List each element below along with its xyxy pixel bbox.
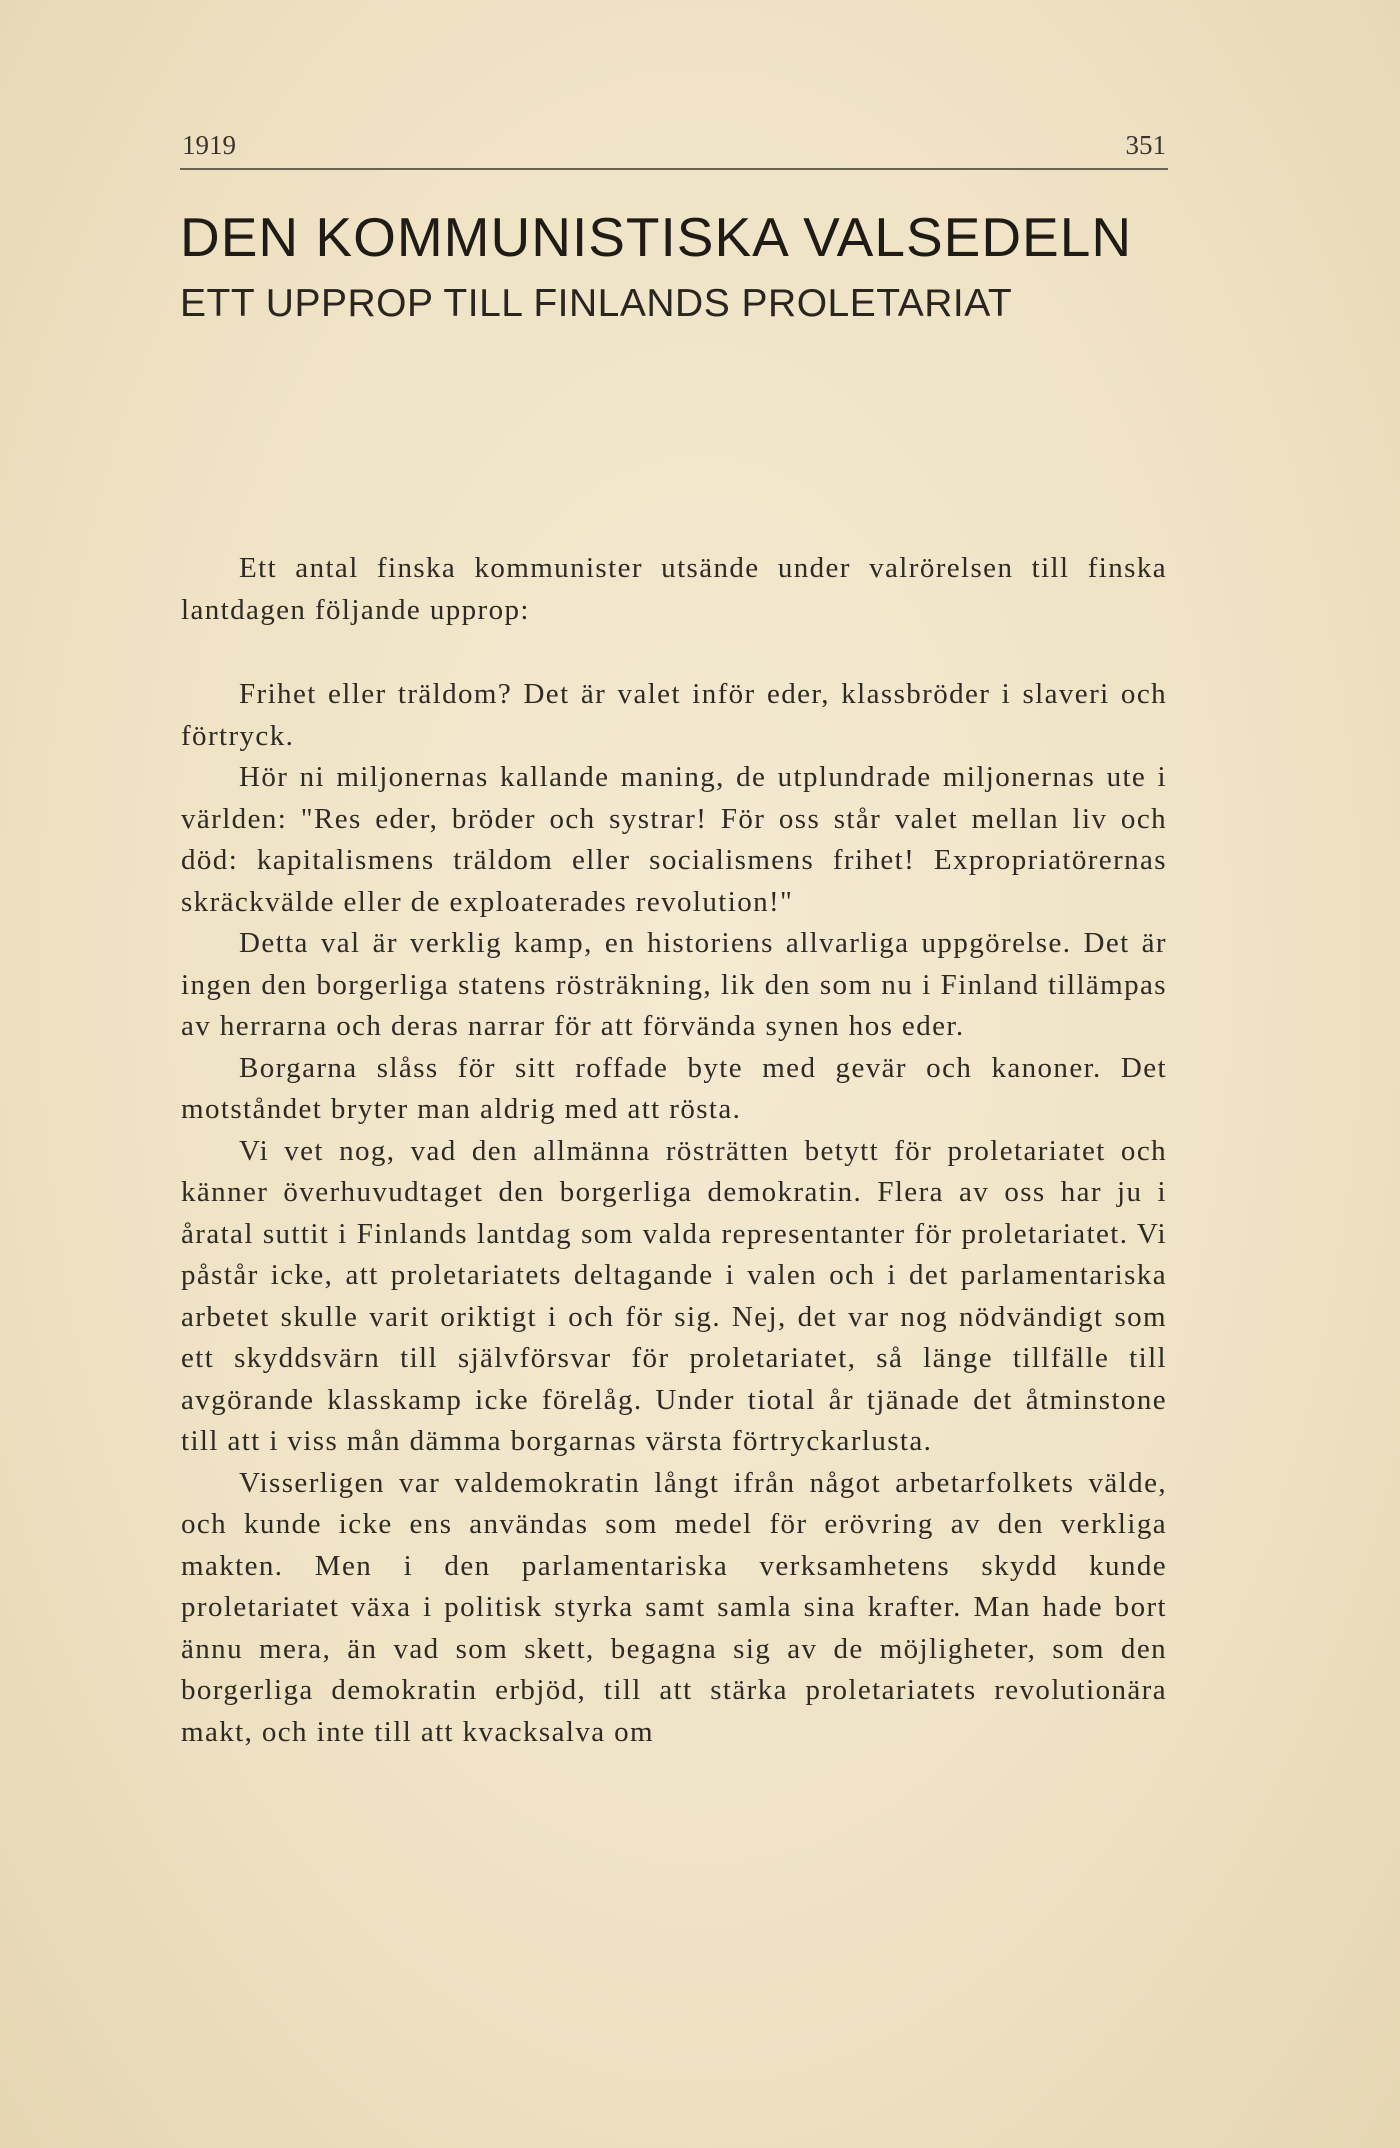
body-paragraph: Frihet eller träldom? Det är valet inför eder, klassbröder i slaveri och förtryck. <box>181 678 1167 752</box>
body-paragraph: Borgarna slåss för sitt roffade byte med gevär och kanoner. Det motståndet bryter man aldrig med att rösta. <box>181 1051 1167 1125</box>
article-subtitle: ETT UPPROP TILL FINLANDS PROLETARIAT <box>180 282 1013 325</box>
article-title: DEN KOMMUNISTISKA VALSEDELN <box>180 206 1133 268</box>
body-paragraph: Hör ni miljonernas kallande maning, de utplundrade miljonernas ute i världen: "Res eder, bröder och systrar! För oss står valet mellan liv och död: kapitalismens träldom eller socialismens frihet! Expropriatörernas skräckvälde eller de exploaterades revolution!" <box>181 761 1167 918</box>
body-paragraph: Vi vet nog, vad den allmänna rösträtten betytt för proletariatet och känner överhuvudtaget den borgerliga demokratin. Flera av oss har ju i åratal suttit i Finlands lantdag som valda representanter för proletariatet. Vi påstår icke, att proletariatets deltagande i valen och i det parlamentariska arbetet skulle varit oriktigt i och för sig. Nej, det var nog nödvändigt som ett skyddsvärn till självförsvar för proletariatet, så länge tillfälle till avgörande klasskamp icke förelåg. Under tiotal år tjänade det åtminstone till att i viss mån dämma borgarnas värsta förtryckarlusta. <box>181 1134 1167 1457</box>
body-paragraph: Detta val är verklig kamp, en historiens allvarliga uppgörelse. Det är ingen den borgerliga statens rösträkning, lik den som nu i Finland tillämpas av herrarna och deras narrar för att förvända synen hos eder. <box>181 927 1167 1042</box>
running-head <box>180 128 1168 170</box>
body-paragraph: Visserligen var valdemokratin långt ifrån något arbetarfolkets välde, och kunde icke ens användas som medel för erövring av den verkliga makten. Men i den parlamentariska verksamhetens skydd kunde proletariatet växa i politisk styrka samt samla sina krafter. Man hade bort ännu mera, än vad som skett, begagna sig av de möjligheter, som den borgerliga demokratin erbjöd, till att stärka proletariatets revolutionära makt, och inte till att kvacksalva om <box>181 1466 1167 1748</box>
intro-paragraph: Ett antal finska kommunister utsände under valrörelsen till finska lantdagen följande upprop: <box>181 552 1167 626</box>
article-body <box>181 548 1167 1753</box>
header-year: 1919 <box>182 130 236 160</box>
header-page-number: 351 <box>1125 130 1166 160</box>
